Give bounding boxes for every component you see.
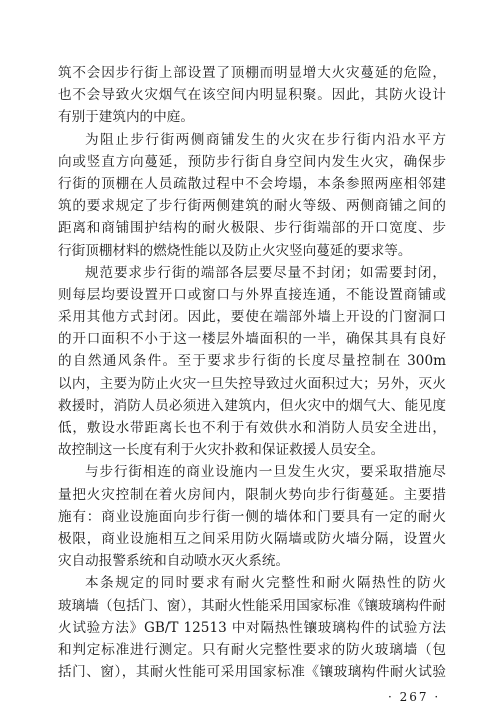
- text-line: 量把火灾控制在着火房间内，限制火势向步行街蔓延。主要措: [58, 486, 446, 503]
- text-line: 采用其他方式封闭。因此，要使在端部外墙上开设的门窗洞口: [58, 309, 446, 326]
- text-line: 极限，商业设施相互之间采用防火隔墙或防火墙分隔，设置火: [58, 530, 446, 547]
- text-line: 有别于建筑内的中庭。: [58, 109, 194, 126]
- paragraph-2: [58, 129, 446, 262]
- text-line: 与步行街相连的商业设施内一旦发生火灾，要采取措施尽: [85, 464, 446, 481]
- text-line: 筑不会因步行街上部设置了顶棚而明显增大火灾蔓延的危险，: [58, 65, 446, 81]
- text-line: 为阻止步行街两侧商铺发生的火灾在步行街内沿水平方: [85, 131, 446, 148]
- text-line: 的自然通风条件。至于要求步行街的长度尽量控制在 300m: [58, 353, 446, 370]
- text-line: 规范要求步行街的端部各层要尽量不封闭；如需要封闭，: [85, 264, 446, 281]
- text-line: 向或竖直方向蔓延，预防步行街自身空间内发生火灾，确保步: [58, 153, 446, 170]
- text-line: 括门、窗），其耐火性能可采用国家标准《镶玻璃构件耐火试验: [58, 664, 446, 681]
- text-line: 则每层均要设置开口或窗口与外界直接连通，不能设置商铺或: [58, 286, 446, 303]
- text-line: 的开口面积不小于这一楼层外墙面积的一半，确保其具有良好: [58, 331, 446, 348]
- paragraph-4: [58, 461, 446, 572]
- text-line: 火试验方法》GB/T 12513 中对隔热性镶玻璃构件的试验方法: [58, 619, 446, 636]
- text-line: 本条规定的同时要求有耐火完整性和耐火隔热性的防火: [85, 575, 446, 592]
- text-line: 故控制这一长度有利于火灾扑救和保证救援人员安全。: [58, 442, 385, 459]
- text-line: 灾自动报警系统和自动喷水灭火系统。: [58, 553, 290, 570]
- paragraph-5: [58, 572, 446, 683]
- paragraph-1: [58, 62, 446, 129]
- page-number: · 267 ·: [388, 690, 441, 704]
- text-line: 以内，主要为防止火灾一旦失控导致过火面积过大；另外，灭火: [58, 375, 446, 392]
- text-line: 行街顶棚材料的燃烧性能以及防止火灾竖向蔓延的要求等。: [58, 242, 412, 259]
- text-line: 玻璃墙（包括门、窗），其耐火性能采用国家标准《镶玻璃构件耐: [58, 597, 446, 614]
- text-line: 也不会导致火灾烟气在该空间内明显积聚。因此，其防火设计: [58, 87, 446, 104]
- text-line: 行街的顶棚在人员疏散过程中不会垮塌，本条参照两座相邻建: [58, 175, 446, 192]
- paragraph-3: [58, 262, 446, 462]
- text-line: 低，敷设水带距离长也不利于有效供水和消防人员安全进出，: [58, 420, 446, 436]
- text-line: 和判定标准进行测定。只有耐火完整性要求的防火玻璃墙（包: [58, 641, 446, 658]
- text-line: 救援时，消防人员必须进入建筑内，但火灾中的烟气大、能见度: [58, 397, 446, 414]
- text-line: 施有：商业设施面向步行街一侧的墙体和门要具有一定的耐火: [58, 508, 446, 525]
- document-page: [58, 62, 446, 683]
- text-line: 筑的要求规定了步行街两侧建筑的耐火等级、两侧商铺之间的: [58, 198, 446, 215]
- text-line: 距离和商铺围护结构的耐火极限、步行街端部的开口宽度、步: [58, 220, 446, 237]
